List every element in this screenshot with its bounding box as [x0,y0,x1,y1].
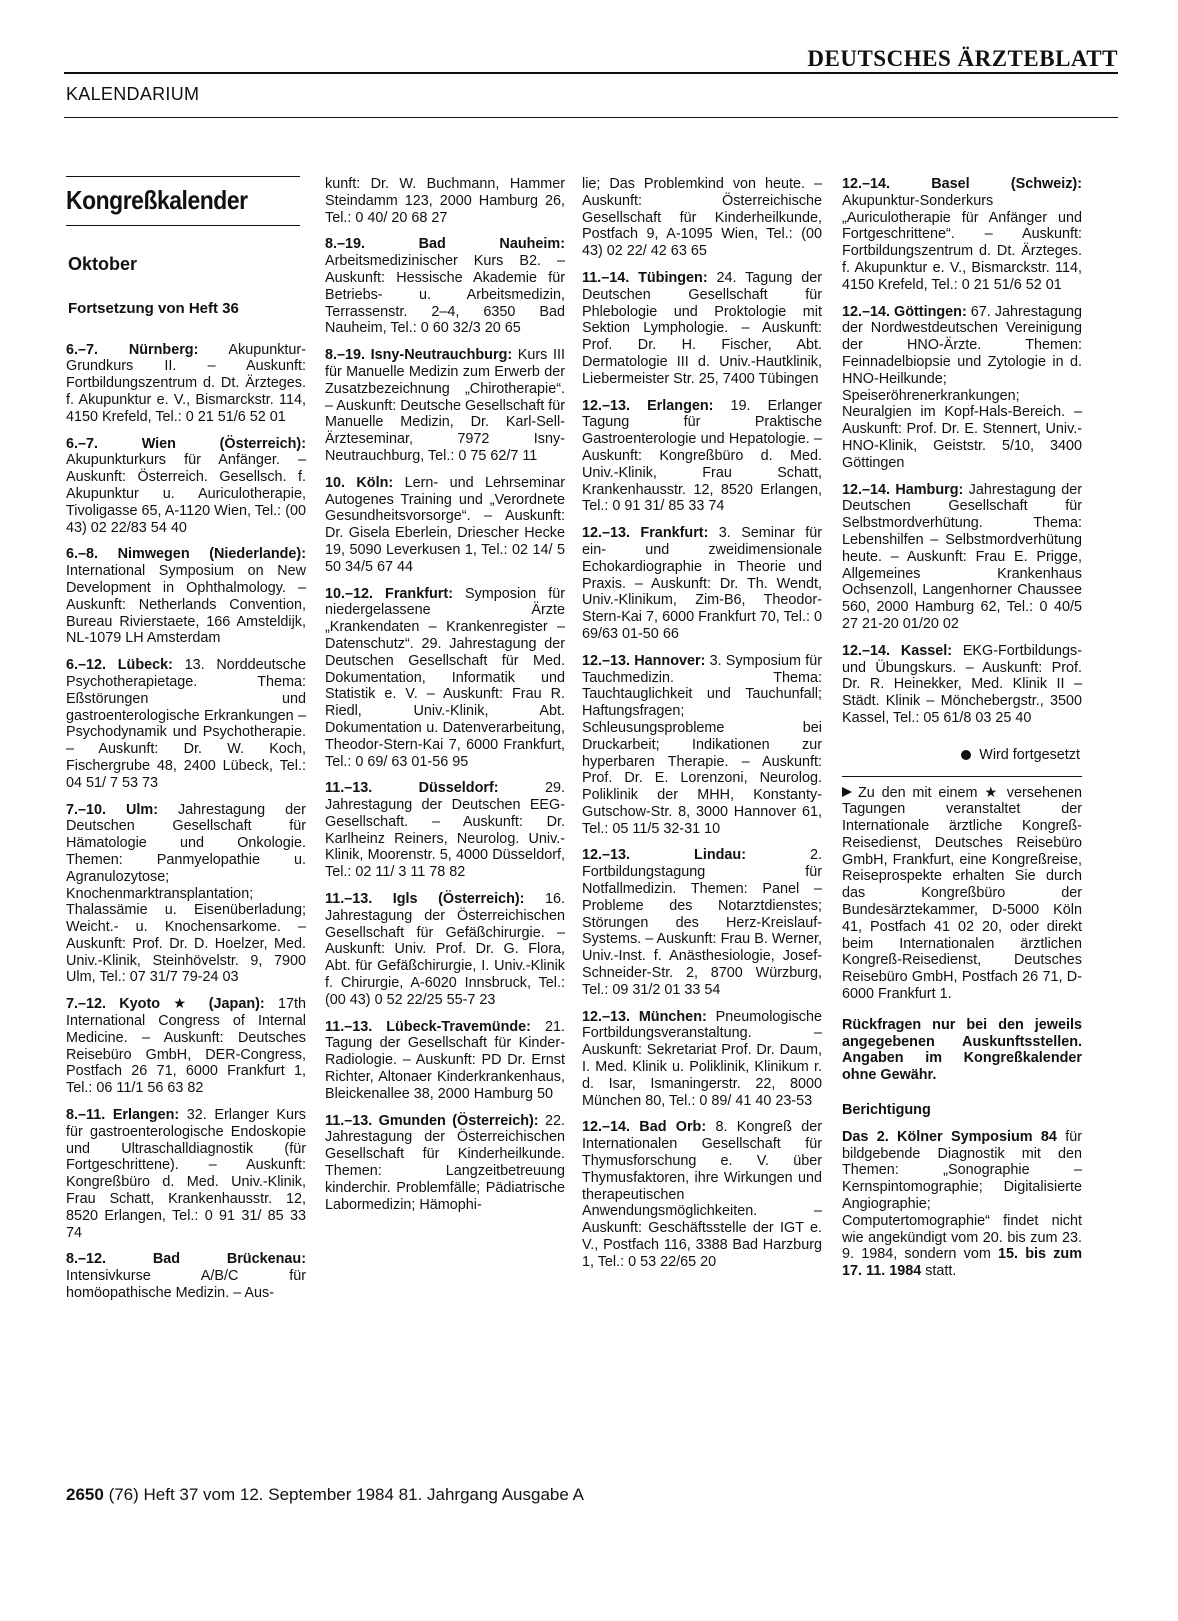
entry-list [582,176,822,1271]
calendar-entry [582,398,822,516]
entry-body: International Symposium on New Development in Ophthalmology. – Auskunft: Netherlands Convention, Bureau Rivierstaete, 166 Amsteldijk, NL-1079 LH Amsterdam [66,563,306,647]
continued-label: Wird fortgesetzt [979,746,1080,763]
correction-lead: Das 2. Kölner Symposium 84 [842,1128,1057,1145]
title-rule-top [66,176,300,177]
section-rule [64,117,1118,118]
calendar-entry [325,236,565,337]
entry-body: Intensivkurse A/B/C für homöopathische Medizin. – Aus- [66,1268,306,1302]
continuation-note: Fortsetzung von Heft 36 [68,299,239,317]
entry-list [842,176,1082,727]
calendar-entry [66,657,306,791]
entry-body: lie; Das Problemkind von heute. – Auskunft: Österreichische Gesellschaft für Kinderheilkunde, Postfach 9, A-1095 Wien, Tel.: (00 43) 02 22/ 42 63 65 [582,176,822,260]
entry-body: EKG-Fortbildungs- und Übungskurs. – Auskunft: Prof. Dr. R. Heinekker, Med. Klinik II – Städt. Klinik – Mönchebergstr., 3500 Kassel, Tel.: 05 61/8 03 25 40 [842,642,1082,726]
column-1 [66,176,306,1312]
masthead-rule [64,72,1118,74]
continued-marker [842,747,1080,764]
entry-heading: 6.–7. Wien (Österreich): [66,435,306,452]
entry-body: 3. Symposium für Tauchmedizin. Thema: Tauchtauglichkeit und Tauchunfall; Haftungsfragen; Schleusungsprobleme bei Druckarbeit; Indikationen zur hyperbaren Therapie. – Auskunft: Prof. Dr. E. Lorenzoni, Neurolog. Poliklinik der MHH, Konstanty-Gutschow-Str. 8, 3000 Hannover 61, Tel.: 05 11/5 32-31 10 [582,652,822,837]
entry-heading: 6.–7. Nürnberg: [66,341,199,358]
entry-body: 19. Erlanger Tagung für Praktische Gastroenterologie und Hepatologie. – Auskunft: Kongreßbüro d. Med. Univ.-Klinik, Frau Schatt, Krankenhausstr. 12, 8520 Erlangen, Tel.: 0 91 31/ 85 33 74 [582,397,822,515]
entry-body: Akupunktur-Sonderkurs „Auriculotherapie für Anfänger und Fortgeschrittene“. – Auskunft: Fortbildungszentrum d. Dt. Ärzteges. f. Akupunktur e. V., Bismarckstr. 114, 4150 Krefeld, Tel.: 0 21 51/6 52 01 [842,192,1082,293]
entry-heading: 12.–13. Lindau: [582,847,746,864]
entry-heading: 12.–14. Kassel: [842,642,953,659]
entry-list [66,342,306,1302]
correction-body: für bildgebende Diagnostik mit den Themen: „Sonographie – Kernspintomographie; Digitalisierte Angiographie; Computertomographie“ findet nicht wie angekündigt vom 20. bis zum 23. 9. 1984, sondern vom [842,1128,1082,1263]
calendar-entry [66,436,306,537]
calendar-entry [582,1009,822,1110]
correction-end: statt. [921,1263,957,1280]
entry-heading: 12.–13. München: [582,1008,707,1025]
entry-heading: 8.–11. Erlangen: [66,1107,180,1124]
entry-body: Jahrestagung der Deutschen Gesellschaft für Hämatologie und Onkologie. Themen: Panmyelopathie u. Agranulozytose; Knochenmarktransplantation; Thalassämie u. Eisenüberladung; Weicht.- u. Knochensarkome. – Auskunft: Prof. Dr. D. Hoelzer, Med. Univ.-Klinik, Steinhövelstr. 9, 7900 Ulm, Tel.: 07 31/7 79-24 03 [66,801,306,986]
note-rule [842,776,1082,777]
calendar-entry [582,525,822,643]
entry-heading: 7.–12. Kyoto ★ (Japan): [66,996,265,1013]
entry-body: 32. Erlanger Kurs für gastroenterologische Endoskopie und Ultraschalldiagnostik (für Fortgeschrittene). – Auskunft: Kongreßbüro d. Med. Univ.-Klinik, Frau Schatt, Krankenhausstr. 12, 8520 Erlangen, Tel.: 0 91 31/ 85 33 74 [66,1107,306,1241]
entry-heading: 8.–19. Bad Nauheim: [325,236,565,253]
entry-heading: 12.–13. Hannover: [582,652,706,669]
calendar-entry [325,176,565,226]
entry-body: Akupunktur-Grundkurs II. – Auskunft: Fortbildungszentrum d. Dt. Ärzteges. f. Akupunktur e. V., Bismarckstr. 114, 4150 Krefeld, Tel.: 0 21 51/6 52 01 [66,341,307,425]
entry-body: 67. Jahrestagung der Nordwestdeutschen Vereinigung der HNO-Ärzte. Themen: Feinnadelbiopsie und Zytologie in d. HNO-Heilkunde; Speiseröhrenerkrankungen; Neuralgien im Kopf-Hals-Bereich. – Auskunft: Prof. Dr. E. Stennert, Univ.-HNO-Klinik, Geiststr. 5/10, 3400 Göttingen [842,303,1082,471]
entry-heading: 11.–13. Lübeck-Travemünde: [325,1018,531,1035]
entry-body: 17th International Congress of Internal Medicine. – Auskunft: Deutsches Reisebüro GmbH, DER-Congress, Postfach 26 71, 6000 Frankfurt 1, Tel.: 06 11/1 56 63 82 [66,996,306,1097]
section-title: KALENDARIUM [66,84,200,104]
calendar-entry [66,996,306,1097]
entry-heading: 12.–13. Erlangen: [582,397,714,414]
calendar-entry [842,176,1082,294]
calendar-entry [325,1113,565,1214]
entry-heading: 8.–19. Isny-Neutrauchburg: [325,347,513,364]
page-number: 2650 [66,1485,104,1504]
entry-heading: 12.–14. Hamburg: [842,481,964,498]
calendar-entry [582,176,822,260]
entry-heading: 11.–13. Düsseldorf: [325,780,499,797]
column-3 [582,176,822,1281]
entry-body: Symposion für niedergelassene Ärzte „Krankendaten – Krankenregister – Datenschutz“. 29. Jahrestagung der Deutschen Gesellschaft für Med. Dokumentation, Informatik und Statistik e. V. – Auskunft: Frau R. Riedl, Univ.-Klinik, Abt. Dokumentation u. Datenverarbeitung, Theodor-Stern-Kai 7, 6000 Frankfurt, Tel.: 0 69/ 63 01-56 95 [325,585,565,770]
month-heading: Oktober [68,254,138,274]
calendar-entry [582,1119,822,1270]
entry-heading: 8.–12. Bad Brückenau: [66,1251,306,1268]
calendar-entry [582,270,822,388]
entry-heading: 12.–14. Bad Orb: [582,1119,707,1136]
entry-body: 16. Jahrestagung der Österreichischen Gesellschaft für Gefäßchirurgie. – Auskunft: Univ. Prof. Dr. G. Flora, Abt. für Gefäßchirurgie, I. Univ.-Klinik f. Chirurgie, A-6020 Innsbruck, Tel.: (00 43) 0 52 22/25 55-7 23 [325,891,565,1008]
entry-body: Kurs III für Manuelle Medizin zum Erwerb der Zusatzbezeichnung „Chirotherapie“. – Auskunft: Deutsche Gesellschaft für Manuelle Medizin, Dr. Karl-Sell-Ärzteseminar, 7972 Isny-Neutrauchburg, Tel.: 0 75 62/7 11 [325,347,565,464]
entry-body: 13. Norddeutsche Psychotherapietage. Thema: Eßstörungen und gastroenterologische Erkrankungen – Psychodynamik und Psychotherapie. – Auskunft: Dr. W. Koch, Fischergrube 48, 2400 Lübeck, Tel.: 04 51/ 7 53 73 [66,657,306,791]
entry-body: Akupunkturkurs für Anfänger. – Auskunft: Österreich. Gesellsch. f. Akupunktur u. Auriculotherapie, Tivoligasse 65, A-1120 Wien, Tel.: (00 43) 02 22/83 54 40 [66,452,306,536]
entry-body: 22. Jahrestagung der Österreichischen Gesellschaft für Kinderheilkunde. Themen: Langzeitbetreuung kinderchir. Problemfälle; Pädiatrische Labormedizin; Hämophi- [325,1112,565,1213]
entry-body: kunft: Dr. W. Buchmann, Hammer Steindamm 123, 2000 Hamburg 26, Tel.: 0 40/ 20 68 27 [325,176,565,226]
entry-heading: 11.–13. Gmunden (Österreich): [325,1112,539,1129]
entry-heading: 11.–14. Tübingen: [582,269,708,286]
calendar-entry [582,847,822,998]
entry-body: 8. Kongreß der Internationalen Gesellschaft für Thymusforschung e. V. über Thymusfaktoren, ihre Wirkungen und therapeutischen Anwendungsmöglichkeiten. – Auskunft: Geschäftsstelle der IGT e. V., Postfach 116, 3388 Bad Harzburg 1, Tel.: 0 53 22/65 20 [582,1119,822,1270]
correction-dates: 15. bis zum 17. 11. 1984 [842,1246,1082,1280]
calendar-entry [325,780,565,881]
entry-heading: 7.–10. Ulm: [66,801,158,818]
calendar-entry [325,1019,565,1103]
column-2 [325,176,565,1223]
entry-heading: 12.–13. Frankfurt: [582,525,709,542]
entry-body: 3. Seminar für ein- und zweidimensionale Echokardiographie in Theorie und Praxis. – Auskunft: Dr. Th. Wendt, Univ.-Klinikum, Zim-B6, Theodor-Stern-Kai 7, 6000 Frankfurt 70, Tel.: 0 69/63 01-50 66 [582,525,822,642]
disclaimer: Rückfragen nur bei den jeweils angegebenen Auskunftsstellen. Angaben im Kongreßkalender ohne Gewähr. [842,1016,1082,1084]
calendar-entry [325,347,565,465]
column-4 [842,176,1082,1290]
entry-heading: 11.–13. Igls (Österreich): [325,891,525,908]
masthead: DEUTSCHES ÄRZTEBLATT [807,46,1118,71]
bullet-icon [961,750,971,760]
star-note [842,785,1082,1003]
correction-heading: Berichtigung [842,1102,931,1119]
entry-body: 21. Tagung der Gesellschaft für Kinder-Radiologie. – Auskunft: PD Dr. Ernst Richter, Altonaer Kinderkrankenhaus, Bleickenallee 38, 2000 Hamburg 50 [325,1018,565,1102]
star-note-text: Zu den mit einem ★ versehenen Tagungen veranstaltet der Internationale ärztliche Kongreß-Reisedienst, Deutsches Reisebüro GmbH, Frankfurt, eine Kongreßreise, Reiseprospekte erhalten Sie durch das Kongreßbüro der Bundesärztekammer, D-5000 Köln 41, Postfach 41 02 20, oder direkt beim Internationalen ärztlichen Kongreß-Reisedienst, Deutsches Reisebüro GmbH, Postfach 26 71, D-6000 Frankfurt 1. [842,784,1082,1003]
entry-body: 29. Jahrestagung der Deutschen EEG-Gesellschaft. – Auskunft: Dr. Karlheinz Reiners, Neurolog. Univ.-Klinik, Moorenstr. 5, 4000 Düsseldorf, Tel.: 02 11/ 3 11 78 82 [325,780,565,881]
calendar-entry [66,1107,306,1241]
page-footer [66,1485,584,1505]
entry-heading: 10. Köln: [325,474,394,491]
entry-body: 24. Tagung der Deutschen Gesellschaft für Phlebologie und Proktologie mit Sektion Lymphologie. – Auskunft: Prof. Dr. H. Fischer, Abt. Dermatologie III d. Univ.-Hautklinik, Liebermeister Str. 25, 7400 Tübingen [582,269,822,387]
entry-body: 2. Fortbildungstagung für Notfallmedizin. Themen: Panel – Probleme des Notarztdienstes; Störungen des Herz-Kreislauf-Systems. – Auskunft: Frau B. Werner, Univ.-Inst. f. Anästhesiologie, Josef-Schneider-Str. 2, 8700 Würzburg, Tel.: 09 31/2 01 33 54 [582,847,822,998]
entry-body: Pneumologische Fortbildungsveranstaltung. – Auskunft: Sekretariat Prof. Dr. Daum, I. Med. Klinik u. Poliklinik, Klinikum r. d. Isar, Ismaningerstr. 22, 8000 München 80, Tel.: 0 89/ 41 40 23-53 [582,1008,822,1109]
calendar-entry [842,482,1082,633]
entry-body: Arbeitsmedizinischer Kurs B2. – Auskunft: Hessische Akademie für Betriebs- u. Arbeitsmedizin, Terrassenstr. 2–4, 6350 Bad Nauheim, Tel.: 0 60 32/3 20 65 [325,253,565,337]
correction-text [842,1129,1082,1280]
calendar-entry [842,643,1082,727]
calendar-entry [66,802,306,987]
triangle-pointer-icon [842,787,852,797]
calendar-entry [325,891,565,1009]
title-rule-bottom [66,225,300,226]
calendar-entry [66,342,306,426]
calendar-entry [66,1251,306,1301]
calendar-entry [582,653,822,838]
calendar-entry [842,304,1082,472]
entry-heading: 6.–8. Nimwegen (Niederlande): [66,546,306,563]
entry-heading: 12.–14. Basel (Schweiz): [842,176,1082,192]
entry-heading: 6.–12. Lübeck: [66,657,173,674]
entry-heading: 12.–14. Göttingen: [842,303,967,320]
calendar-entry [66,546,306,647]
entry-list [325,176,565,1213]
calendar-entry [325,475,565,576]
entry-body: Jahrestagung der Deutschen Gesellschaft für Selbstmordverhütung. Thema: Lebenshilfen – Selbstmordverhütung heute. – Auskunft: Frau E. Prigge, Allgemeines Krankenhaus Ochsenzoll, Langenhorner Chaussee 560, 2000 Hamburg 62, Tel.: 0 40/5 27 21-20 01/20 02 [842,481,1082,632]
entry-body: Lern- und Lehrseminar Autogenes Training und „Verordnete Gesundheitsvorsorge“. – Auskunft: Dr. Gisela Eberlein, Driescher Hecke 19, 5090 Leverkusen 1, Tel.: 02 14/ 5 50 34/5 67 44 [325,474,565,575]
calendar-title: Kongreßkalender [66,185,248,215]
entry-heading: 10.–12. Frankfurt: [325,585,453,602]
calendar-entry [325,586,565,771]
issue-info: (76) Heft 37 vom 12. September 1984 81. Jahrgang Ausgabe A [108,1485,584,1504]
